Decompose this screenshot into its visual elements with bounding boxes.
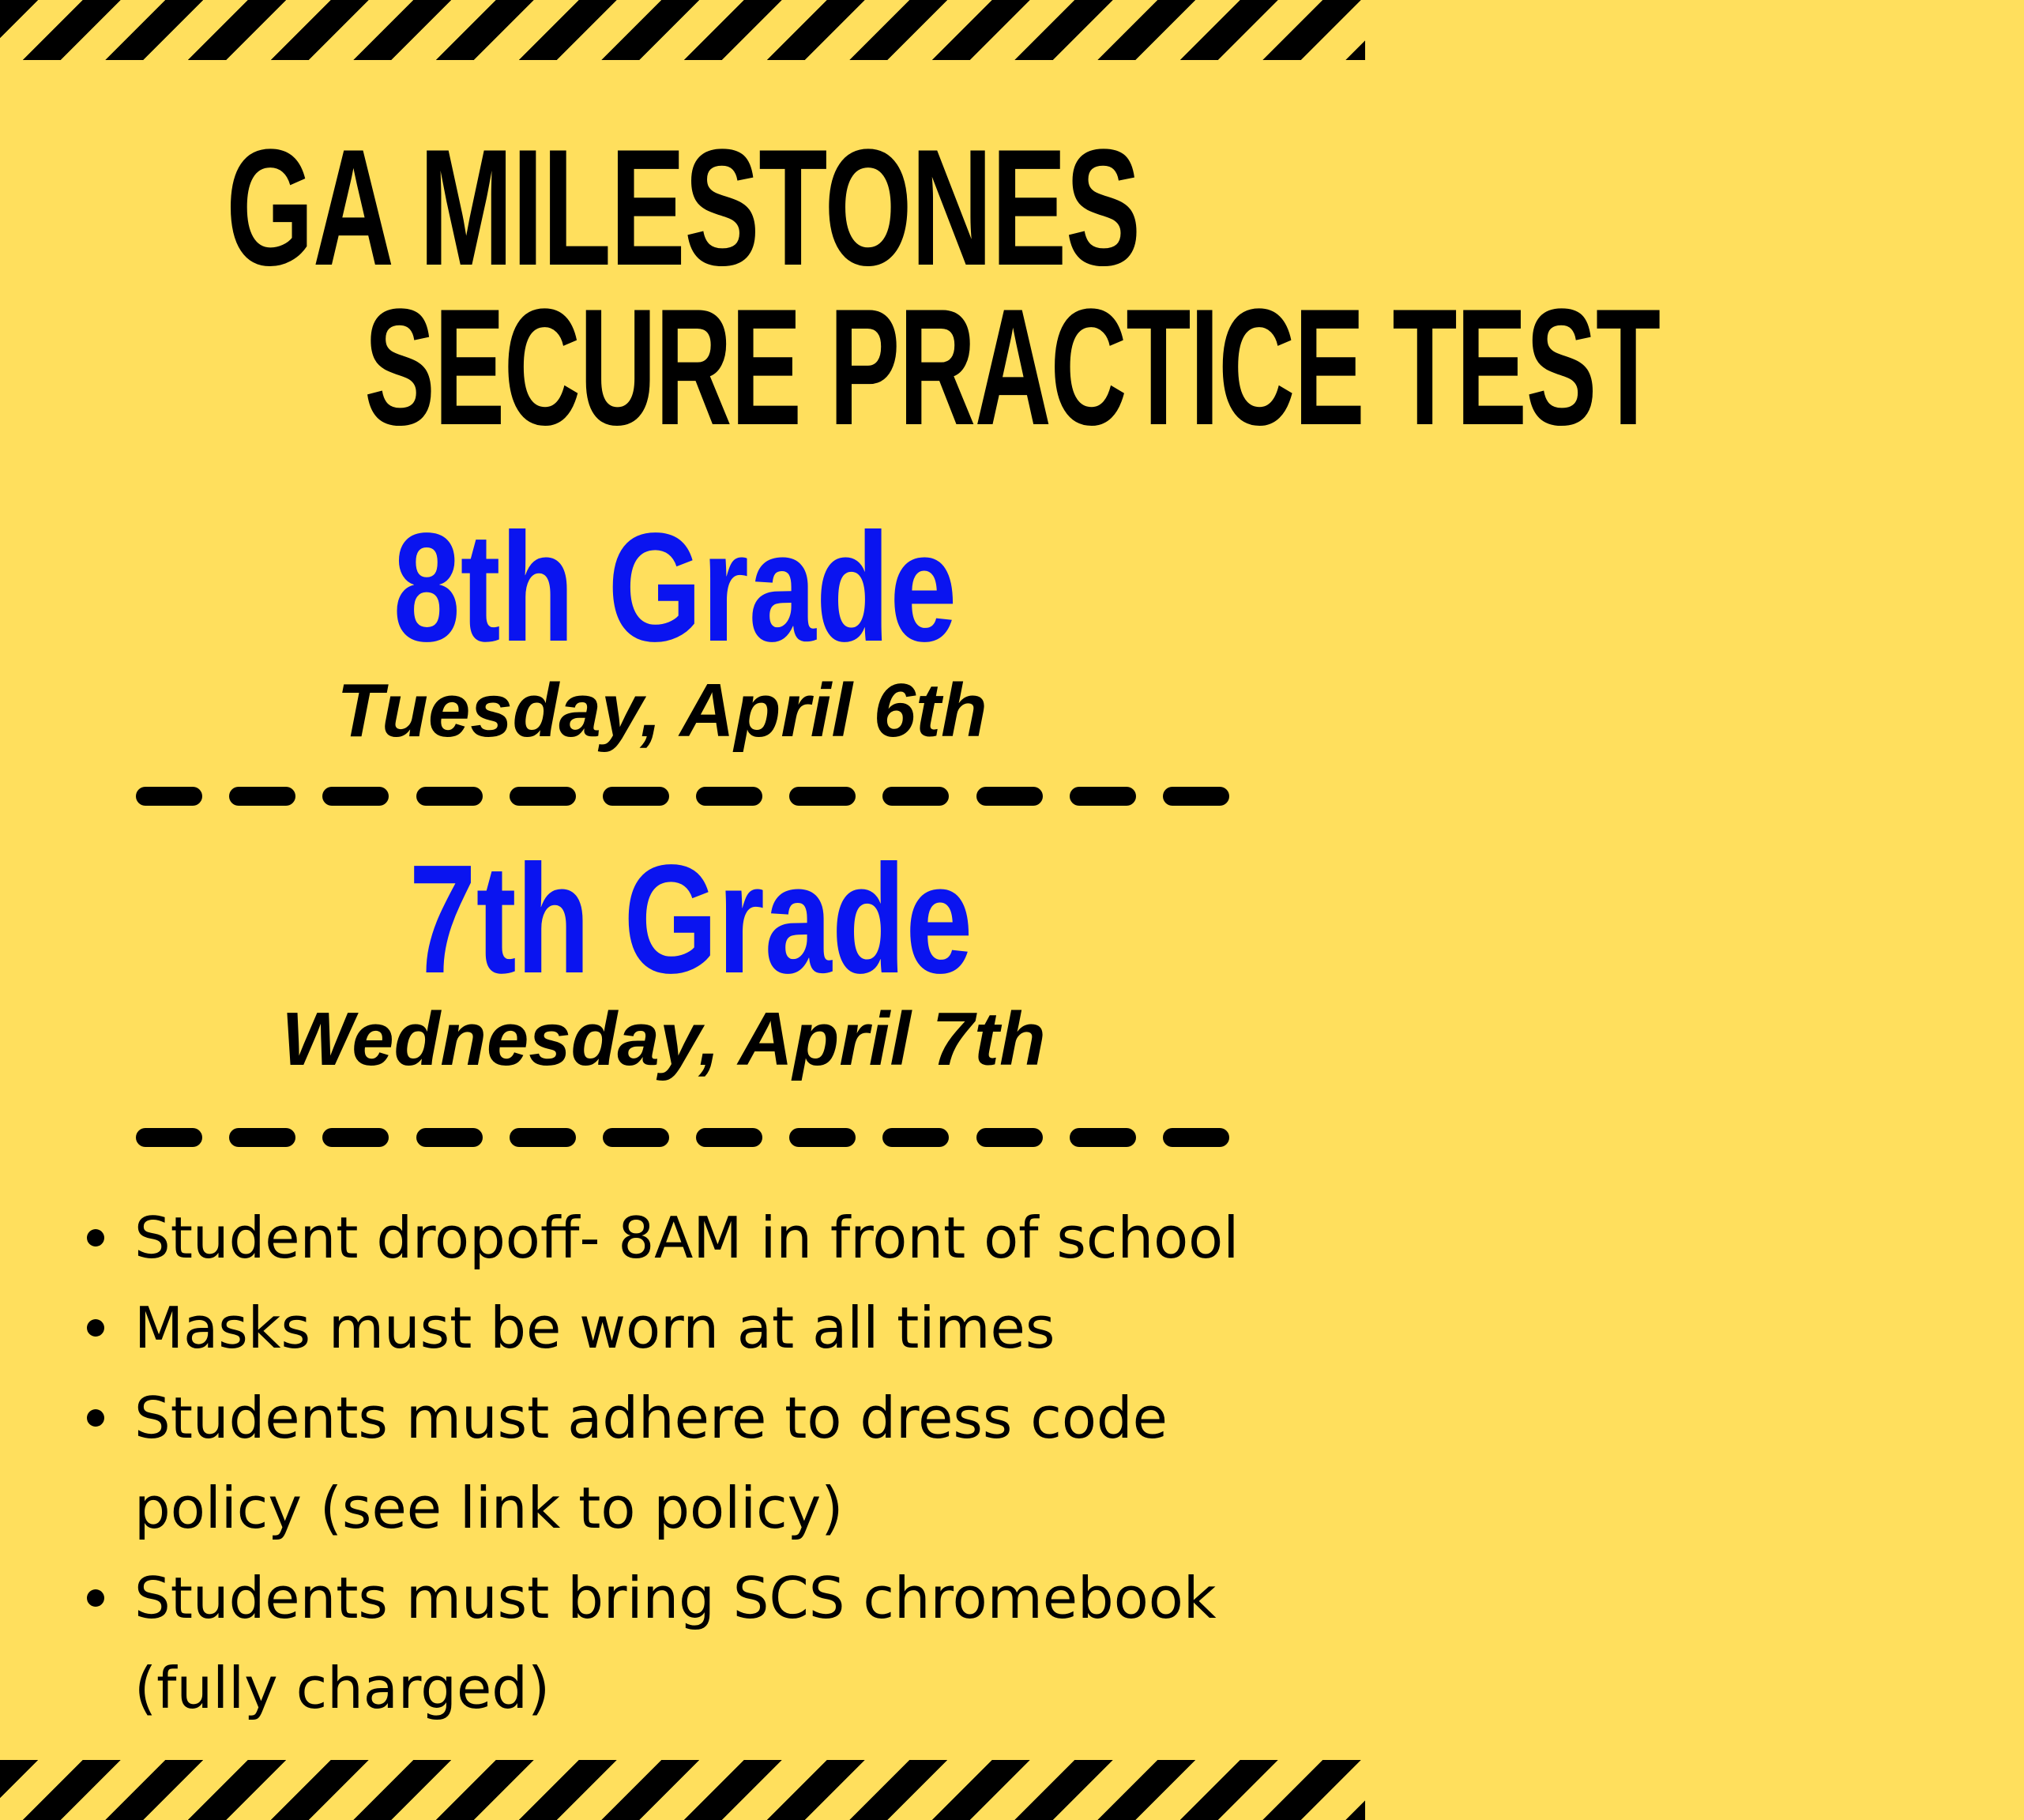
grade-7-heading: 7th Grade xyxy=(408,833,972,1006)
rule-text: Student dropoff- 8AM in front of school xyxy=(134,1205,1240,1271)
rule-item xyxy=(84,1553,1348,1733)
bullet-icon xyxy=(87,1409,104,1427)
rule-item xyxy=(84,1373,1348,1553)
title-line-1: GA MILESTONES xyxy=(225,115,1140,300)
grade-8-date: Tuesday, April 6th xyxy=(337,668,988,753)
grade-7-date: Wednesday, April 7th xyxy=(281,997,1046,1081)
rule-text: Students must adhere to dress code xyxy=(134,1385,1168,1451)
rule-text-continued: policy (see link to policy) xyxy=(134,1475,844,1541)
bullet-icon xyxy=(87,1229,104,1247)
bullet-icon xyxy=(87,1319,104,1337)
rule-item xyxy=(84,1193,1348,1283)
rules-list xyxy=(84,1193,1348,1733)
hazard-stripe-top xyxy=(0,0,1365,60)
rule-item xyxy=(84,1283,1348,1373)
rule-text-continued: (fully charged) xyxy=(134,1655,551,1721)
rule-text: Masks must be worn at all times xyxy=(134,1295,1055,1361)
dashed-divider-1 xyxy=(136,787,1229,806)
title-line-2: SECURE PRACTICE TEST xyxy=(364,274,1660,460)
hazard-stripe-bottom xyxy=(0,1760,1365,1820)
rule-text: Students must bring SCS chromebook xyxy=(134,1565,1217,1631)
dashed-divider-2 xyxy=(136,1128,1229,1147)
bullet-icon xyxy=(87,1589,104,1607)
grade-8-heading: 8th Grade xyxy=(393,501,957,674)
